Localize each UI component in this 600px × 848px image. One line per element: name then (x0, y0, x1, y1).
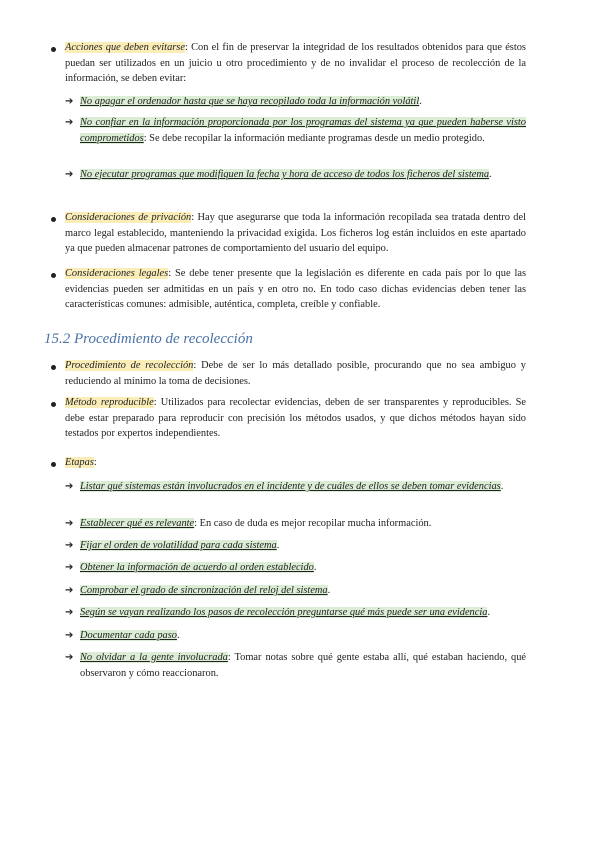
item-key: Documentar cada paso (80, 630, 177, 641)
item-text: : Se debe tener presente que la legislación es diferente en cada país por lo que las evidencias pueden ser admitidas en un país y en otro no. En todo caso dichas evidencias deben tener las características comunes: admisible, auténtica, completa, creíble y confiable. (65, 268, 527, 311)
list-item (65, 266, 526, 313)
item-key: Método reproducible (65, 397, 154, 408)
sub-list-item (80, 167, 526, 183)
item-key: Acciones que deben evitarse (65, 42, 185, 53)
list-item (65, 395, 526, 442)
item-key: Procedimiento de recolección (65, 360, 194, 371)
item-key: No apagar el ordenador hasta que se haya recopilado toda la información volátil (80, 96, 420, 107)
item-key: Etapas (65, 457, 94, 468)
sub-list-item (80, 583, 526, 599)
arrow-icon: ➔ (65, 630, 74, 641)
item-text: : Hay que asegurarse que toda la información recopilada sea tratada dentro del marco legal establecido, manteniendo la privacidad exigida. Los ficheros log están incluidos en este apartado ya que pueden almacenar patrones de comportamiento del usuario del equipo. (65, 212, 526, 255)
item-key: Según se vayan realizando los pasos de recolección preguntarse qué más puede ser una evidencia (80, 607, 488, 618)
item-text: . (176, 630, 180, 641)
sub-list-item (80, 516, 526, 532)
arrow-icon: ➔ (65, 117, 74, 128)
bullet-dot (51, 402, 56, 407)
item-key: Fijar el orden de volatilidad para cada sistema (80, 540, 277, 551)
item-text: . (327, 585, 331, 596)
item-text: : Con el fin de preservar la integridad de los resultados obtenidos para que éstos puedan ser utilizados en un juicio u otro procedimiento y de no invalidar el proceso de recolección de la información, se deben evitar: (65, 42, 526, 85)
item-key: No olvidar a la gente involucrada (80, 652, 228, 663)
item-key: Comprobar el grado de sincronización del reloj del sistema (80, 585, 328, 596)
sub-list-item (80, 560, 526, 576)
arrow-icon: ➔ (65, 169, 74, 180)
arrow-icon: ➔ (65, 585, 74, 596)
arrow-icon: ➔ (65, 481, 74, 492)
list-item (65, 210, 526, 257)
item-text: . (276, 540, 280, 551)
arrow-icon: ➔ (65, 652, 74, 663)
item-key: Obtener la información de acuerdo al orden establecido (80, 562, 314, 573)
sub-list-item (80, 650, 526, 681)
bullet-dot (51, 365, 56, 370)
sub-list-item (80, 479, 526, 495)
item-text: . (489, 169, 492, 180)
item-key: No confiar en la información proporcionada por los programas del sistema ya que pueden haberse visto comprometidos (80, 117, 526, 144)
section-heading: 15.2 Procedimiento de recolección (44, 331, 253, 347)
item-key: Establecer qué es relevante (80, 518, 195, 529)
sub-list-item (80, 94, 526, 110)
item-text: : En caso de duda es mejor recopilar mucha información. (194, 518, 432, 529)
item-text: . (419, 96, 422, 107)
sub-list-item (80, 605, 526, 621)
item-text: : Tomar notas sobre qué gente estaba allí, qué estaban haciendo, qué observaron y cómo reaccionaron. (80, 652, 527, 679)
bullet-dot (51, 273, 56, 278)
item-text: : Utilizados para recolectar evidencias, deben de ser transparentes y reproducibles. Se debe estar preparado para reproducir con precisión los métodos usados, y que dichos métodos hayan sido testados por expertos independientes. (65, 397, 526, 440)
item-key: Consideraciones legales (65, 268, 169, 279)
item-key: Consideraciones de privación (65, 212, 192, 223)
bullet-dot (51, 217, 56, 222)
arrow-icon: ➔ (65, 540, 74, 551)
arrow-icon: ➔ (65, 562, 74, 573)
bullet-dot (51, 462, 56, 467)
list-item (65, 358, 526, 389)
item-text: : (93, 457, 97, 468)
item-key: Listar qué sistemas están involucrados en el incidente y de cuáles de ellos se deben tomar evidencias (80, 481, 501, 492)
item-text: : Debe de ser lo más detallado posible, procurando que no sea ambiguo y reduciendo al mínimo la toma de decisiones. (65, 360, 526, 387)
arrow-icon: ➔ (65, 607, 74, 618)
arrow-icon: ➔ (65, 518, 74, 529)
item-key: No ejecutar programas que modifiquen la fecha y hora de acceso de todos los ficheros del sistema (80, 169, 490, 180)
item-text: . (487, 607, 491, 618)
list-item (65, 455, 526, 471)
bullet-dot (51, 47, 56, 52)
sub-list-item (80, 538, 526, 554)
sub-list-item (80, 115, 526, 146)
sub-list-item (80, 628, 526, 644)
item-text: : Se debe recopilar la información mediante programas desde un medio protegido. (143, 132, 485, 144)
item-text: . (313, 562, 317, 573)
item-text: . (500, 481, 504, 492)
arrow-icon: ➔ (65, 96, 74, 107)
list-item (65, 40, 526, 87)
